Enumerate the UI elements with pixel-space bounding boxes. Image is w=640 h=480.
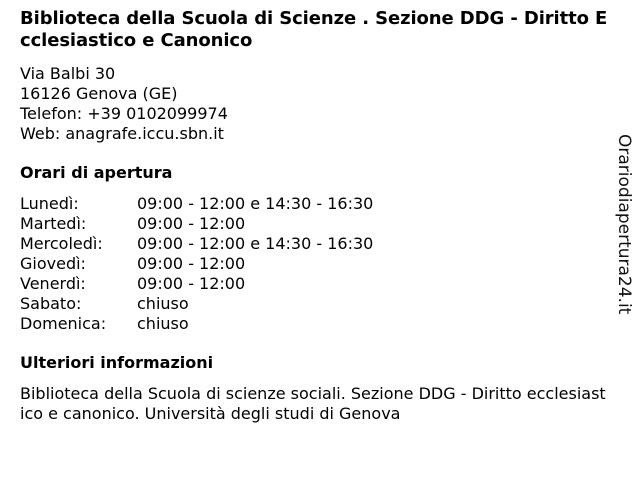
website-link[interactable]: Web: anagrafe.iccu.sbn.it [20, 124, 224, 143]
address-block [20, 64, 228, 144]
opening-hours-heading: Orari di apertura [20, 163, 173, 182]
city-address: 16126 Genova (GE) [20, 84, 178, 103]
opening-hours-table [20, 194, 373, 334]
time-value: 09:00 - 12:00 [137, 274, 246, 293]
library-title: Biblioteca della Scuola di Scienze . Sezione DDG - Diritto Ecclesiastico e Canonico [20, 8, 608, 51]
hours-row-thursday [20, 254, 373, 274]
day-label: Mercoledì: [20, 234, 103, 253]
phone-number[interactable]: Telefon: +39 0102099974 [20, 104, 228, 123]
street-address: Via Balbi 30 [20, 64, 116, 83]
day-label: Sabato: [20, 294, 82, 313]
time-value: 09:00 - 12:00 [137, 254, 246, 273]
time-value: chiuso [137, 294, 189, 313]
day-label: Domenica: [20, 314, 107, 333]
hours-row-wednesday [20, 234, 373, 254]
time-value: 09:00 - 12:00 [137, 214, 246, 233]
hours-row-tuesday [20, 214, 373, 234]
hours-row-monday [20, 194, 373, 214]
more-info-text: Biblioteca della Scuola di scienze sociali. Sezione DDG - Diritto ecclesiastico e canonico. Università degli studi di Genova [20, 384, 606, 423]
more-info-heading: Ulteriori informazioni [20, 353, 214, 372]
site-watermark: Orariodiapertura24.it [614, 134, 634, 315]
hours-row-sunday [20, 314, 373, 334]
day-label: Martedì: [20, 214, 87, 233]
hours-row-friday [20, 274, 373, 294]
hours-row-saturday [20, 294, 373, 314]
day-label: Giovedì: [20, 254, 86, 273]
time-value: chiuso [137, 314, 189, 333]
day-label: Lunedì: [20, 194, 79, 213]
day-label: Venerdì: [20, 274, 86, 293]
time-value: 09:00 - 12:00 e 14:30 - 16:30 [137, 194, 374, 213]
time-value: 09:00 - 12:00 e 14:30 - 16:30 [137, 234, 374, 253]
